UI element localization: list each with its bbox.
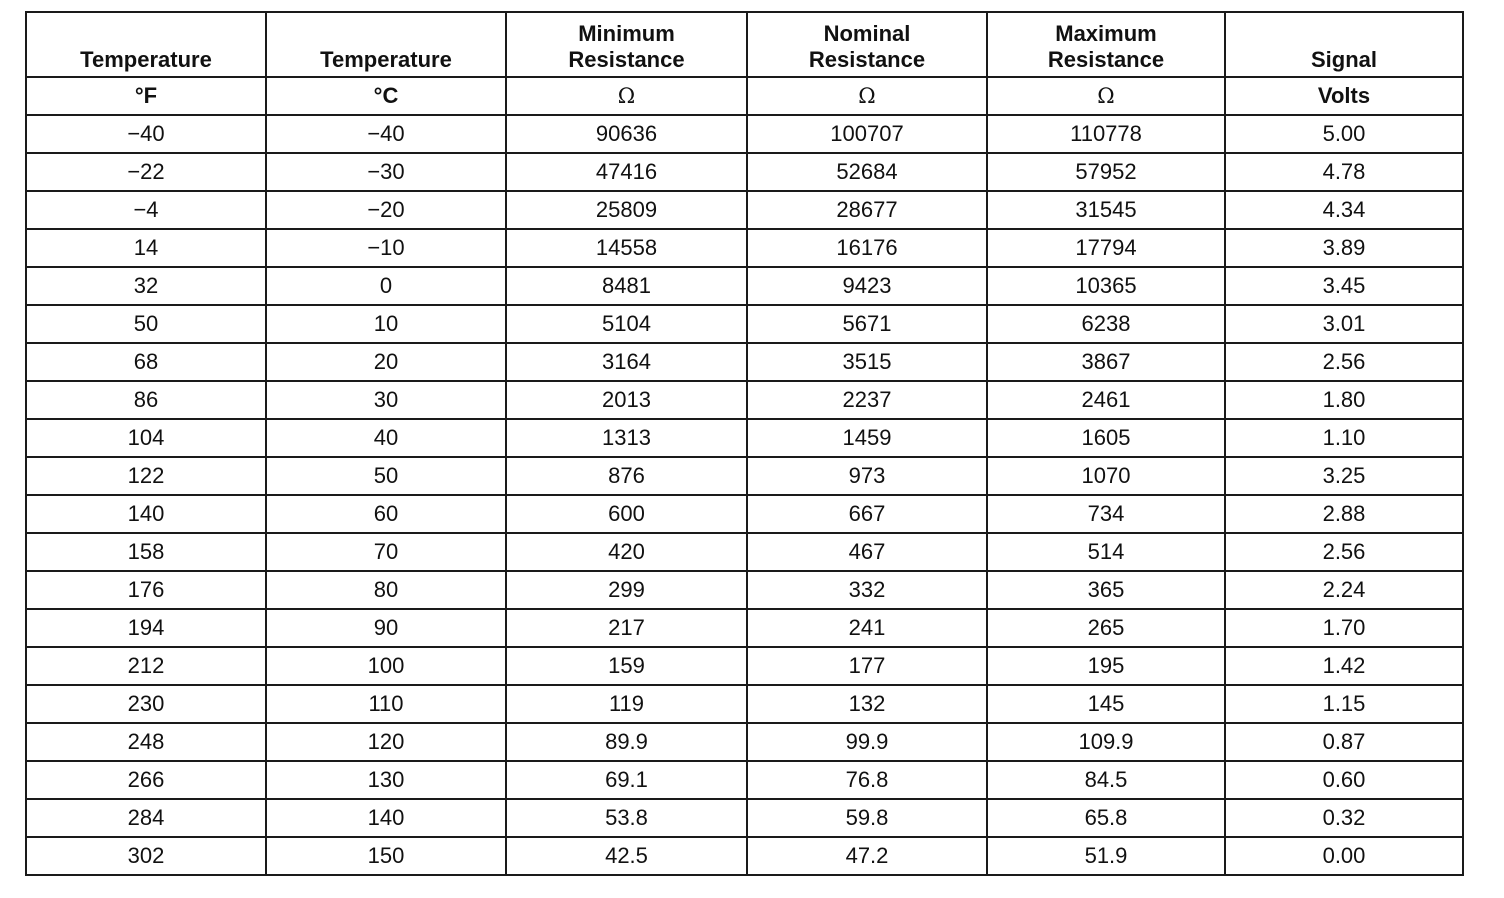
cell-min-resistance: 876: [506, 457, 747, 495]
cell-nominal-resistance: 467: [747, 533, 987, 571]
cell-max-resistance: 2461: [987, 381, 1225, 419]
cell-signal-volts: 0.32: [1225, 799, 1463, 837]
cell-max-resistance: 6238: [987, 305, 1225, 343]
cell-temp-c: 140: [266, 799, 506, 837]
cell-max-resistance: 17794: [987, 229, 1225, 267]
cell-signal-volts: 4.34: [1225, 191, 1463, 229]
table-row: [26, 457, 1463, 495]
table-row: [26, 609, 1463, 647]
cell-temp-c: 50: [266, 457, 506, 495]
cell-max-resistance: 110778: [987, 115, 1225, 153]
cell-min-resistance: 600: [506, 495, 747, 533]
header-minimum-resistance: Minimum Resistance: [506, 12, 747, 77]
unit-volts: Volts: [1225, 77, 1463, 115]
cell-temp-c: −20: [266, 191, 506, 229]
cell-nominal-resistance: 973: [747, 457, 987, 495]
cell-temp-c: 30: [266, 381, 506, 419]
cell-signal-volts: 1.80: [1225, 381, 1463, 419]
cell-signal-volts: 0.87: [1225, 723, 1463, 761]
column-header-row: [26, 12, 1463, 77]
table-row: [26, 647, 1463, 685]
unit-ohm-maximum: Ω: [987, 77, 1225, 115]
cell-min-resistance: 47416: [506, 153, 747, 191]
cell-max-resistance: 145: [987, 685, 1225, 723]
table-row: [26, 495, 1463, 533]
table-row: [26, 533, 1463, 571]
cell-signal-volts: 1.42: [1225, 647, 1463, 685]
cell-signal-volts: 4.78: [1225, 153, 1463, 191]
cell-min-resistance: 25809: [506, 191, 747, 229]
cell-min-resistance: 5104: [506, 305, 747, 343]
cell-temp-f: 140: [26, 495, 266, 533]
cell-temp-c: 110: [266, 685, 506, 723]
cell-temp-c: −10: [266, 229, 506, 267]
cell-temp-f: 248: [26, 723, 266, 761]
cell-min-resistance: 2013: [506, 381, 747, 419]
cell-signal-volts: 1.15: [1225, 685, 1463, 723]
header-temperature-c: Temperature: [266, 12, 506, 77]
cell-temp-c: 40: [266, 419, 506, 457]
cell-nominal-resistance: 9423: [747, 267, 987, 305]
table-row: [26, 723, 1463, 761]
cell-temp-f: 212: [26, 647, 266, 685]
header-temperature-f: Temperature: [26, 12, 266, 77]
table-row: [26, 419, 1463, 457]
cell-min-resistance: 14558: [506, 229, 747, 267]
cell-nominal-resistance: 99.9: [747, 723, 987, 761]
cell-max-resistance: 65.8: [987, 799, 1225, 837]
cell-temp-c: 90: [266, 609, 506, 647]
header-signal: Signal: [1225, 12, 1463, 77]
cell-nominal-resistance: 177: [747, 647, 987, 685]
cell-min-resistance: 69.1: [506, 761, 747, 799]
cell-min-resistance: 420: [506, 533, 747, 571]
cell-temp-c: −30: [266, 153, 506, 191]
cell-min-resistance: 1313: [506, 419, 747, 457]
cell-signal-volts: 3.01: [1225, 305, 1463, 343]
cell-temp-f: 14: [26, 229, 266, 267]
cell-max-resistance: 365: [987, 571, 1225, 609]
cell-temp-c: 80: [266, 571, 506, 609]
cell-nominal-resistance: 100707: [747, 115, 987, 153]
cell-min-resistance: 217: [506, 609, 747, 647]
cell-temp-f: 230: [26, 685, 266, 723]
unit-fahrenheit: °F: [26, 77, 266, 115]
cell-nominal-resistance: 28677: [747, 191, 987, 229]
cell-min-resistance: 53.8: [506, 799, 747, 837]
cell-max-resistance: 51.9: [987, 837, 1225, 875]
unit-ohm-minimum: Ω: [506, 77, 747, 115]
unit-ohm-nominal: Ω: [747, 77, 987, 115]
cell-max-resistance: 10365: [987, 267, 1225, 305]
cell-nominal-resistance: 76.8: [747, 761, 987, 799]
cell-nominal-resistance: 59.8: [747, 799, 987, 837]
cell-min-resistance: 299: [506, 571, 747, 609]
table-row: [26, 837, 1463, 875]
cell-temp-c: 120: [266, 723, 506, 761]
cell-nominal-resistance: 2237: [747, 381, 987, 419]
header-maximum-resistance: Maximum Resistance: [987, 12, 1225, 77]
cell-temp-f: 32: [26, 267, 266, 305]
cell-nominal-resistance: 47.2: [747, 837, 987, 875]
cell-signal-volts: 0.60: [1225, 761, 1463, 799]
cell-max-resistance: 109.9: [987, 723, 1225, 761]
cell-signal-volts: 1.70: [1225, 609, 1463, 647]
table-row: [26, 115, 1463, 153]
table-row: [26, 761, 1463, 799]
cell-temp-f: 284: [26, 799, 266, 837]
table-row: [26, 267, 1463, 305]
cell-temp-f: 194: [26, 609, 266, 647]
cell-signal-volts: 2.56: [1225, 343, 1463, 381]
cell-min-resistance: 159: [506, 647, 747, 685]
cell-temp-f: −22: [26, 153, 266, 191]
sensor-resistance-table-container: [25, 11, 1462, 876]
cell-nominal-resistance: 3515: [747, 343, 987, 381]
cell-signal-volts: 3.89: [1225, 229, 1463, 267]
cell-temp-c: 150: [266, 837, 506, 875]
cell-temp-c: 20: [266, 343, 506, 381]
cell-min-resistance: 42.5: [506, 837, 747, 875]
table-row: [26, 685, 1463, 723]
cell-min-resistance: 8481: [506, 267, 747, 305]
cell-temp-f: 266: [26, 761, 266, 799]
cell-temp-c: 70: [266, 533, 506, 571]
cell-nominal-resistance: 132: [747, 685, 987, 723]
cell-temp-f: 50: [26, 305, 266, 343]
cell-max-resistance: 1070: [987, 457, 1225, 495]
table-row: [26, 343, 1463, 381]
cell-signal-volts: 3.45: [1225, 267, 1463, 305]
cell-temp-f: 122: [26, 457, 266, 495]
cell-temp-c: 10: [266, 305, 506, 343]
cell-temp-c: 0: [266, 267, 506, 305]
cell-max-resistance: 514: [987, 533, 1225, 571]
cell-signal-volts: 2.56: [1225, 533, 1463, 571]
cell-signal-volts: 0.00: [1225, 837, 1463, 875]
cell-nominal-resistance: 1459: [747, 419, 987, 457]
cell-temp-c: 100: [266, 647, 506, 685]
cell-max-resistance: 1605: [987, 419, 1225, 457]
cell-nominal-resistance: 332: [747, 571, 987, 609]
cell-nominal-resistance: 52684: [747, 153, 987, 191]
cell-signal-volts: 2.24: [1225, 571, 1463, 609]
cell-signal-volts: 5.00: [1225, 115, 1463, 153]
table-row: [26, 571, 1463, 609]
cell-nominal-resistance: 16176: [747, 229, 987, 267]
cell-nominal-resistance: 667: [747, 495, 987, 533]
cell-max-resistance: 57952: [987, 153, 1225, 191]
cell-temp-f: 302: [26, 837, 266, 875]
cell-temp-c: −40: [266, 115, 506, 153]
cell-nominal-resistance: 241: [747, 609, 987, 647]
unit-header-row: [26, 77, 1463, 115]
cell-max-resistance: 3867: [987, 343, 1225, 381]
unit-celsius: °C: [266, 77, 506, 115]
cell-temp-c: 130: [266, 761, 506, 799]
cell-min-resistance: 89.9: [506, 723, 747, 761]
header-nominal-resistance: Nominal Resistance: [747, 12, 987, 77]
cell-signal-volts: 1.10: [1225, 419, 1463, 457]
cell-max-resistance: 265: [987, 609, 1225, 647]
table-row: [26, 305, 1463, 343]
table-body: [26, 115, 1463, 875]
cell-temp-f: 158: [26, 533, 266, 571]
table-row: [26, 153, 1463, 191]
sensor-resistance-table: [25, 11, 1464, 876]
cell-max-resistance: 31545: [987, 191, 1225, 229]
cell-temp-f: 68: [26, 343, 266, 381]
cell-temp-f: 176: [26, 571, 266, 609]
cell-temp-f: 86: [26, 381, 266, 419]
cell-min-resistance: 119: [506, 685, 747, 723]
table-row: [26, 229, 1463, 267]
cell-temp-f: −4: [26, 191, 266, 229]
cell-signal-volts: 3.25: [1225, 457, 1463, 495]
cell-temp-f: 104: [26, 419, 266, 457]
table-row: [26, 381, 1463, 419]
cell-min-resistance: 90636: [506, 115, 747, 153]
table-row: [26, 191, 1463, 229]
cell-nominal-resistance: 5671: [747, 305, 987, 343]
cell-temp-f: −40: [26, 115, 266, 153]
cell-min-resistance: 3164: [506, 343, 747, 381]
cell-max-resistance: 195: [987, 647, 1225, 685]
cell-max-resistance: 84.5: [987, 761, 1225, 799]
cell-signal-volts: 2.88: [1225, 495, 1463, 533]
table-row: [26, 799, 1463, 837]
cell-temp-c: 60: [266, 495, 506, 533]
cell-max-resistance: 734: [987, 495, 1225, 533]
